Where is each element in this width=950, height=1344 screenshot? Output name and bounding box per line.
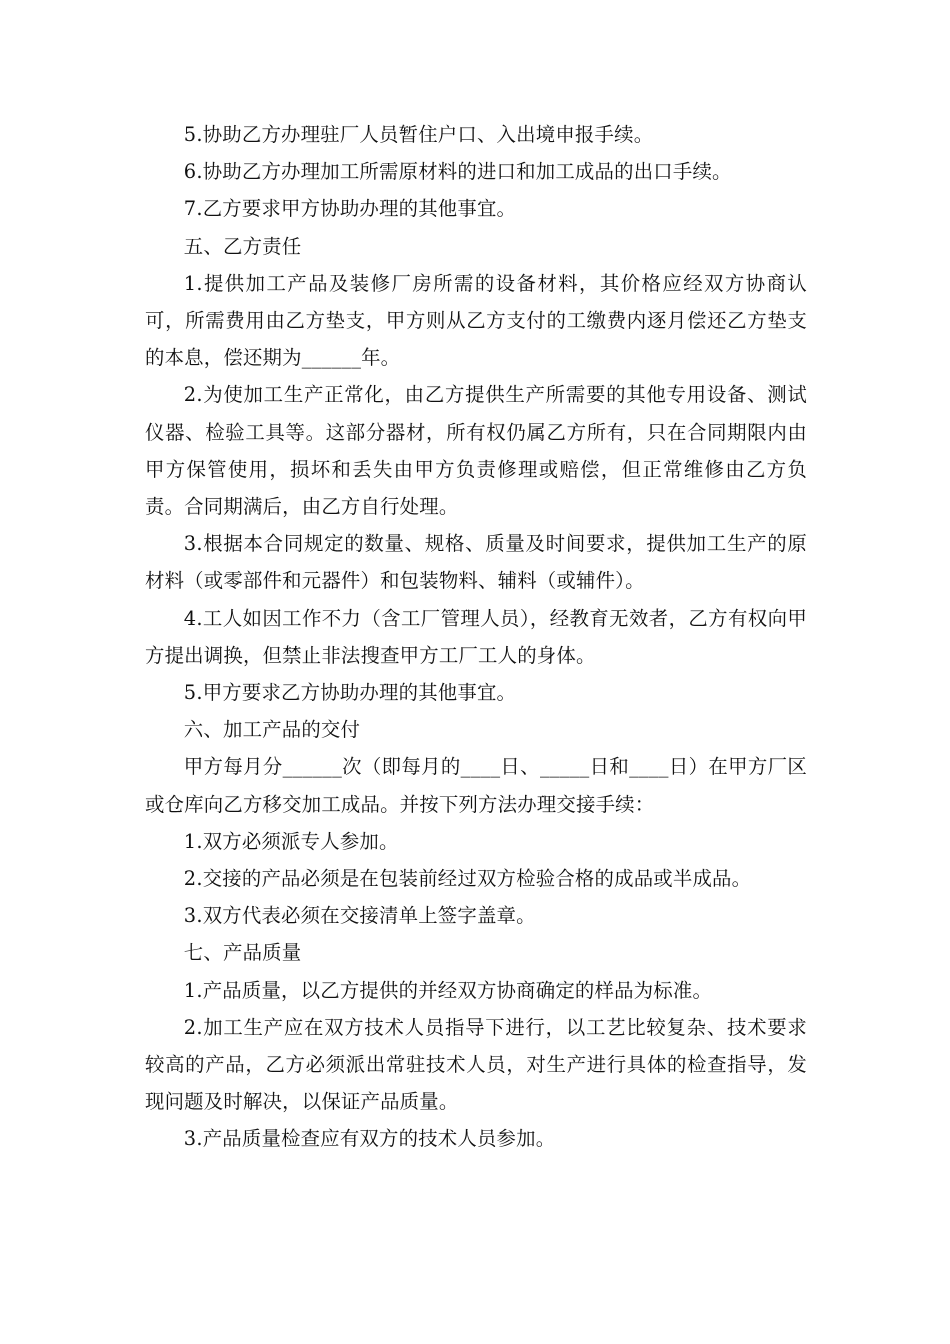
paragraph: 6.协助乙方办理加工所需原材料的进口和加工成品的出口手续。 — [183, 160, 732, 184]
paragraph: 3.产品质量检查应有双方的技术人员参加。 — [183, 1127, 556, 1151]
paragraph: 1.产品质量，以乙方提供的并经双方协商确定的样品为标准。 — [183, 978, 713, 1002]
paragraph: 甲方每月分______次（即每月的____日、_____日和____日）在甲方厂区或仓库向乙方移交加工成品。并按下列方法办理交接手续： — [145, 755, 807, 816]
paragraph: 4.工人如因工作不力（含工厂管理人员），经教育无效者，乙方有权向甲方提出调换，但禁止非法搜查甲方工厂工人的身体。 — [145, 606, 807, 667]
paragraph: 3.双方代表必须在交接清单上签字盖章。 — [183, 904, 536, 928]
section-heading: 七、产品质量 — [183, 941, 302, 965]
paragraph: 2.为使加工生产正常化，由乙方提供生产所需要的其他专用设备、测试仪器、检验工具等。这部分器材，所有权仍属乙方所有，只在合同期限内由甲方保管使用，损坏和丢失由甲方负责修理或赔偿，但正常维修由乙方负责。合同期满后，由乙方自行处理。 — [145, 383, 807, 519]
paragraph: 3.根据本合同规定的数量、规格、质量及时间要求，提供加工生产的原材料（或零部件和元器件）和包装物料、辅料（或辅件）。 — [145, 532, 807, 593]
paragraph: 5.协助乙方办理驻厂人员暂住户口、入出境申报手续。 — [183, 123, 654, 146]
paragraph: 1.提供加工产品及装修厂房所需的设备材料，其价格应经双方协商认可，所需费用由乙方垫支，甲方则从乙方支付的工缴费内逐月偿还乙方垫支的本息，偿还期为______年。 — [145, 271, 807, 370]
paragraph: 1.双方必须派专人参加。 — [183, 829, 399, 853]
paragraph: 2.加工生产应在双方技术人员指导下进行，以工艺比较复杂、技术要求较高的产品，乙方必须派出常驻技术人员，对生产进行具体的检查指导，发现问题及时解决，以保证产品质量。 — [145, 1015, 807, 1114]
paragraph: 5.甲方要求乙方协助办理的其他事宜。 — [183, 681, 517, 705]
section-heading: 六、加工产品的交付 — [183, 718, 361, 742]
paragraph: 7.乙方要求甲方协助办理的其他事宜。 — [183, 197, 517, 221]
document-body — [145, 116, 807, 1158]
paragraph: 2.交接的产品必须是在包装前经过双方检验合格的成品或半成品。 — [183, 867, 752, 891]
section-heading: 五、乙方责任 — [183, 234, 302, 258]
